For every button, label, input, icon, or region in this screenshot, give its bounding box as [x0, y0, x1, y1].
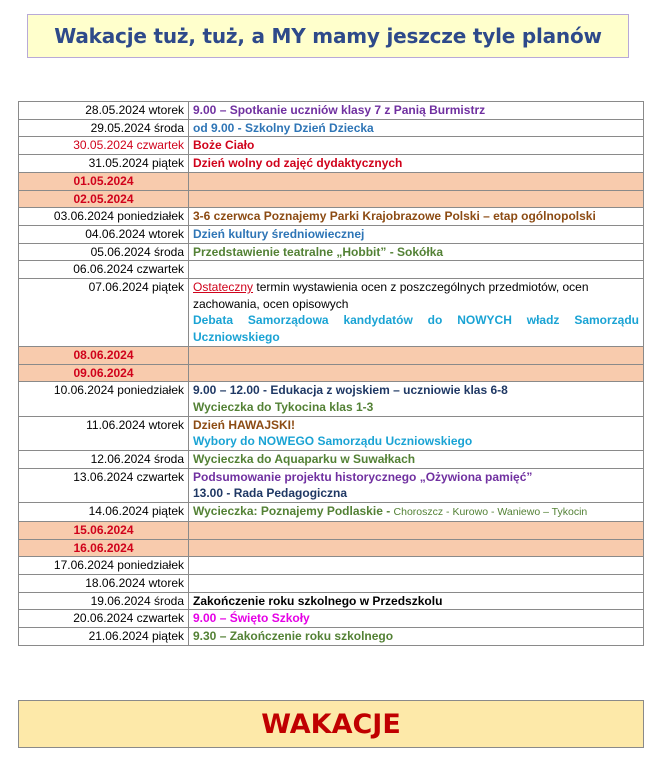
table-row — [19, 628, 644, 646]
row-date: 10.06.2024 poniedziałek — [19, 382, 189, 416]
event-line: 13.00 - Rada Pedagogiczna — [193, 486, 348, 501]
event-line-rest: termin wystawienia ocen z poszczególnych przedmiotów, ocen zachowania, ocen opisowych — [193, 280, 589, 311]
row-date: 19.06.2024 środa — [19, 592, 189, 610]
row-event: Wycieczka do Aquaparku w Suwałkach — [189, 451, 644, 469]
table-row — [19, 574, 644, 592]
row-date: 21.06.2024 piątek — [19, 628, 189, 646]
row-date: 28.05.2024 wtorek — [19, 102, 189, 120]
row-event — [189, 503, 644, 522]
table-row — [19, 243, 644, 261]
row-event-empty — [189, 557, 644, 575]
row-date: 03.06.2024 poniedziałek — [19, 208, 189, 226]
row-date: 20.06.2024 czwartek — [19, 610, 189, 628]
table-row — [19, 279, 644, 347]
row-event: Boże Ciało — [189, 137, 644, 155]
table-row — [19, 119, 644, 137]
event-line — [193, 279, 639, 312]
row-date: 16.06.2024 — [19, 539, 189, 557]
row-event: Przedstawienie teatralne „Hobbit” - Sokółka — [189, 243, 644, 261]
row-event — [189, 468, 644, 502]
event-line: Wycieczka do Tykocina klas 1-3 — [193, 399, 374, 414]
row-date: 02.05.2024 — [19, 190, 189, 208]
event-line: Podsumowanie projektu historycznego „Ożywiona pamięć” — [193, 469, 533, 484]
row-date: 07.06.2024 piątek — [19, 279, 189, 347]
row-date: 31.05.2024 piątek — [19, 155, 189, 173]
row-event: 9.00 – Święto Szkoły — [189, 610, 644, 628]
row-date: 04.06.2024 wtorek — [19, 225, 189, 243]
schedule-table — [18, 101, 644, 646]
table-row — [19, 451, 644, 469]
table-row — [19, 261, 644, 279]
row-event — [189, 416, 644, 450]
table-row — [19, 225, 644, 243]
table-row — [19, 416, 644, 450]
row-date: 12.06.2024 środa — [19, 451, 189, 469]
table-row — [19, 592, 644, 610]
row-date: 09.06.2024 — [19, 364, 189, 382]
footer-title: WAKACJE — [261, 708, 401, 740]
row-event: 3-6 czerwca Poznajemy Parki Krajobrazowe Polski – etap ogólnopolski — [189, 208, 644, 226]
row-event: Dzień kultury średniowiecznej — [189, 225, 644, 243]
row-date: 01.05.2024 — [19, 172, 189, 190]
table-row — [19, 503, 644, 522]
footer-banner — [18, 700, 644, 748]
event-line: Debata Samorządowa kandydatów do NOWYCH władz Samorządu Uczniowskiego — [193, 313, 639, 345]
table-row-weekend — [19, 539, 644, 557]
table-row-weekend — [19, 364, 644, 382]
table-row — [19, 468, 644, 502]
table-row — [19, 137, 644, 155]
table-row — [19, 382, 644, 416]
row-event: od 9.00 - Szkolny Dzień Dziecka — [189, 119, 644, 137]
row-date: 05.06.2024 środa — [19, 243, 189, 261]
row-event: 9.00 – Spotkanie uczniów klasy 7 z Panią Burmistrz — [189, 102, 644, 120]
event-line: Wybory do NOWEGO Samorządu Uczniowskiego — [193, 434, 473, 449]
row-date: 13.06.2024 czwartek — [19, 468, 189, 502]
row-event-empty — [189, 364, 644, 382]
row-date: 08.06.2024 — [19, 346, 189, 364]
row-event-empty — [189, 190, 644, 208]
title-banner — [27, 14, 629, 58]
row-event-empty — [189, 346, 644, 364]
table-row-weekend — [19, 172, 644, 190]
route-text: Choroszcz - Kurowo - Waniewo – Tykocin — [393, 506, 588, 519]
row-date: 11.06.2024 wtorek — [19, 416, 189, 450]
page-title: Wakacje tuż, tuż, a MY mamy jeszcze tyle planów — [54, 24, 602, 48]
table-row — [19, 557, 644, 575]
table-row — [19, 155, 644, 173]
row-date: 29.05.2024 środa — [19, 119, 189, 137]
table-row-weekend — [19, 521, 644, 539]
table-row — [19, 102, 644, 120]
row-date: 14.06.2024 piątek — [19, 503, 189, 522]
row-date: 17.06.2024 poniedziałek — [19, 557, 189, 575]
row-event-empty — [189, 521, 644, 539]
table-row-weekend — [19, 190, 644, 208]
event-line: Dzień HAWAJSKI! — [193, 417, 296, 432]
event-line: Wycieczka: Poznajemy Podlaskie - — [193, 504, 394, 519]
row-event-empty — [189, 574, 644, 592]
row-date: 06.06.2024 czwartek — [19, 261, 189, 279]
table-row-weekend — [19, 346, 644, 364]
underlined-word: Ostateczny — [193, 280, 254, 295]
table-row — [19, 208, 644, 226]
table-row — [19, 610, 644, 628]
row-date: 30.05.2024 czwartek — [19, 137, 189, 155]
row-date: 15.06.2024 — [19, 521, 189, 539]
row-event — [189, 382, 644, 416]
row-event: Dzień wolny od zajęć dydaktycznych — [189, 155, 644, 173]
row-event-empty — [189, 172, 644, 190]
row-event-empty — [189, 539, 644, 557]
row-event: 9.30 – Zakończenie roku szkolnego — [189, 628, 644, 646]
row-date: 18.06.2024 wtorek — [19, 574, 189, 592]
row-event-empty — [189, 261, 644, 279]
event-line: 9.00 – 12.00 - Edukacja z wojskiem – uczniowie klas 6-8 — [193, 383, 508, 398]
row-event: Zakończenie roku szkolnego w Przedszkolu — [189, 592, 644, 610]
row-event — [189, 279, 644, 347]
